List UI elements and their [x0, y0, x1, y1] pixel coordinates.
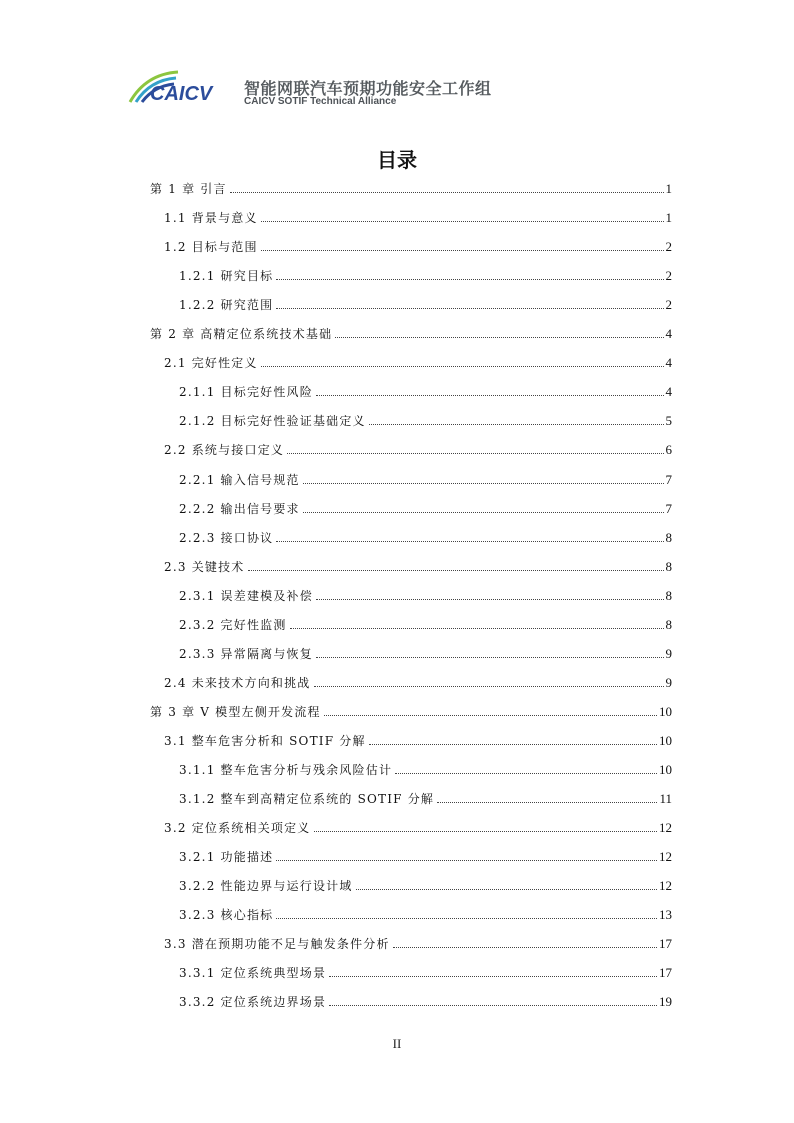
toc-entry-page: 7 — [665, 500, 672, 516]
toc-entry-label: 3.1 整车危害分析和 SOTIF 分解 — [164, 733, 366, 748]
toc-entry-label: 2.4 未来技术方向和挑战 — [164, 675, 311, 690]
toc-entry-page: 10 — [659, 703, 672, 719]
toc-entry-page: 4 — [665, 355, 672, 371]
toc-entry-page: 10 — [659, 762, 672, 777]
toc-entry-page: 1 — [665, 181, 672, 196]
page-number: II — [392, 1036, 402, 1051]
toc-leader-dots — [276, 541, 663, 542]
toc-entry-label: 3.2.3 核心指标 — [179, 908, 274, 923]
toc-entry-label: 2.1 完好性定义 — [164, 356, 258, 371]
org-name-cn: 智能网联汽车预期功能安全工作组 — [244, 79, 492, 98]
toc-entry-label: 1.1 背景与意义 — [164, 211, 258, 226]
toc-entry[interactable] — [179, 612, 672, 632]
toc-entry-page: 2 — [665, 268, 672, 284]
toc-entry[interactable] — [179, 525, 672, 545]
toc-entry-page: 17 — [659, 965, 672, 981]
toc-entry-page: 8 — [665, 558, 672, 574]
toc-entry-page: 10 — [659, 732, 672, 748]
toc-entry-label: 2.2.1 输入信号规范 — [179, 472, 300, 487]
toc-leader-dots — [276, 918, 657, 919]
toc-entry[interactable] — [164, 437, 672, 457]
toc-entry[interactable] — [150, 176, 672, 196]
toc-entry[interactable] — [179, 408, 672, 428]
toc-leader-dots — [393, 947, 657, 948]
toc-entry[interactable] — [179, 873, 672, 893]
toc-leader-dots — [261, 366, 664, 367]
toc-entry-label: 1.2.2 研究范围 — [179, 298, 274, 313]
toc-leader-dots — [276, 308, 663, 309]
toc-entry[interactable] — [164, 350, 672, 370]
toc-leader-dots — [261, 221, 664, 222]
toc-entry[interactable] — [164, 728, 672, 748]
toc-entry-page: 9 — [665, 674, 672, 690]
toc-entry-label: 3.2.2 性能边界与运行设计域 — [179, 879, 353, 894]
toc-entry[interactable] — [164, 205, 672, 225]
toc-entry[interactable] — [179, 263, 672, 283]
toc-entry-page: 2 — [665, 297, 672, 313]
toc-leader-dots — [287, 453, 663, 454]
toc-entry-page: 6 — [665, 442, 672, 458]
toc-entry[interactable] — [179, 496, 672, 516]
toc-leader-dots — [316, 599, 664, 600]
toc-leader-dots — [369, 744, 657, 745]
toc-entry-label: 3.2 定位系统相关项定义 — [164, 821, 311, 836]
toc-entry-label: 3.2.1 功能描述 — [179, 850, 274, 865]
toc-entry-label: 3.1.1 整车危害分析与残余风险估计 — [179, 763, 393, 777]
toc-entry-label: 3.3.2 定位系统边界场景 — [179, 995, 327, 1010]
toc-entry-page: 8 — [665, 616, 672, 632]
toc-entry-page: 12 — [659, 820, 672, 836]
toc-leader-dots — [324, 715, 657, 716]
toc-entry[interactable] — [179, 989, 672, 1009]
toc-entry-label: 2.2 系统与接口定义 — [164, 443, 285, 458]
toc-entry-page: 8 — [665, 587, 672, 603]
toc-entry-label: 3.3 潜在预期功能不足与触发条件分析 — [164, 937, 390, 952]
toc-entry-page: 8 — [665, 529, 672, 545]
toc-leader-dots — [316, 657, 664, 658]
toc-entry-label: 1.2.1 研究目标 — [179, 269, 274, 284]
toc-entry-page: 19 — [659, 994, 672, 1010]
toc-leader-dots — [335, 337, 663, 338]
toc-leader-dots — [261, 250, 664, 251]
toc-leader-dots — [290, 628, 664, 629]
toc-entry-page: 1 — [665, 210, 672, 226]
logo-text: CAICV — [150, 83, 213, 105]
toc-leader-dots — [314, 686, 664, 687]
toc-leader-dots — [314, 831, 658, 832]
toc-leader-dots — [303, 512, 664, 513]
toc-leader-dots — [230, 192, 664, 193]
toc-entry[interactable] — [179, 902, 672, 922]
toc-entry[interactable] — [179, 960, 672, 980]
toc-entry[interactable] — [150, 321, 672, 341]
page-title: 目录 — [377, 148, 417, 172]
toc-entry-label: 2.3.3 异常隔离与恢复 — [179, 646, 313, 661]
toc-entry[interactable] — [164, 554, 672, 574]
toc-entry[interactable] — [179, 844, 672, 864]
toc-entry[interactable] — [179, 379, 672, 399]
toc-entry-label: 2.3.2 完好性监测 — [179, 617, 287, 632]
toc-entry-label: 2.3 关键技术 — [164, 559, 245, 574]
toc-leader-dots — [276, 860, 657, 861]
org-name-en: CAICV SOTIF Technical Alliance — [244, 96, 397, 107]
toc-entry-label: 第 1 章 引言 — [150, 182, 227, 196]
toc-entry[interactable] — [150, 699, 672, 719]
toc-entry-page: 9 — [665, 645, 672, 661]
toc-leader-dots — [303, 483, 664, 484]
toc-entry[interactable] — [164, 670, 672, 690]
toc-leader-dots — [329, 1005, 657, 1006]
page-header — [126, 66, 606, 114]
toc-entry[interactable] — [164, 234, 672, 254]
toc-entry-label: 第 2 章 高精定位系统技术基础 — [150, 327, 333, 342]
toc-entry-label: 2.1.2 目标完好性验证基础定义 — [179, 414, 366, 429]
toc-entry-page: 12 — [659, 878, 672, 894]
toc-entry-page: 5 — [665, 413, 672, 429]
toc-entry-label: 2.2.2 输出信号要求 — [179, 501, 300, 516]
toc-leader-dots — [395, 773, 657, 774]
toc-entry[interactable] — [179, 786, 672, 806]
toc-entry[interactable] — [179, 292, 672, 312]
toc-entry-label: 2.3.1 误差建模及补偿 — [179, 588, 313, 603]
toc-entry-page: 17 — [659, 936, 672, 952]
caicv-logo-icon — [126, 66, 238, 110]
toc-entry-label: 2.2.3 接口协议 — [179, 530, 274, 545]
toc-entry-label: 3.1.2 整车到高精定位系统的 SOTIF 分解 — [179, 792, 435, 807]
toc-entry-page: 4 — [665, 326, 672, 342]
toc-leader-dots — [437, 802, 657, 803]
toc-entry[interactable] — [179, 757, 672, 777]
toc-entry-label: 第 3 章 V 模型左侧开发流程 — [150, 704, 321, 719]
toc-entry[interactable] — [179, 583, 672, 603]
toc-leader-dots — [248, 570, 664, 571]
toc-entry-page: 4 — [665, 384, 672, 400]
toc-entry[interactable] — [164, 815, 672, 835]
toc-entry[interactable] — [179, 641, 672, 661]
toc-leader-dots — [356, 889, 657, 890]
toc-entry-page: 13 — [659, 907, 672, 923]
toc-entry-label: 2.1.1 目标完好性风险 — [179, 385, 313, 400]
toc-entry-page: 7 — [665, 471, 672, 487]
toc-entry-label: 3.3.1 定位系统典型场景 — [179, 966, 327, 981]
toc-leader-dots — [276, 279, 663, 280]
toc-leader-dots — [316, 395, 664, 396]
toc-entry-page: 2 — [665, 239, 672, 255]
toc-leader-dots — [369, 424, 664, 425]
toc-entry-page: 11 — [659, 791, 672, 807]
toc-leader-dots — [329, 976, 657, 977]
toc-entry-page: 12 — [659, 849, 672, 865]
toc-entry[interactable] — [179, 467, 672, 487]
toc-entry-label: 1.2 目标与范围 — [164, 240, 258, 255]
toc-entry[interactable] — [164, 931, 672, 951]
